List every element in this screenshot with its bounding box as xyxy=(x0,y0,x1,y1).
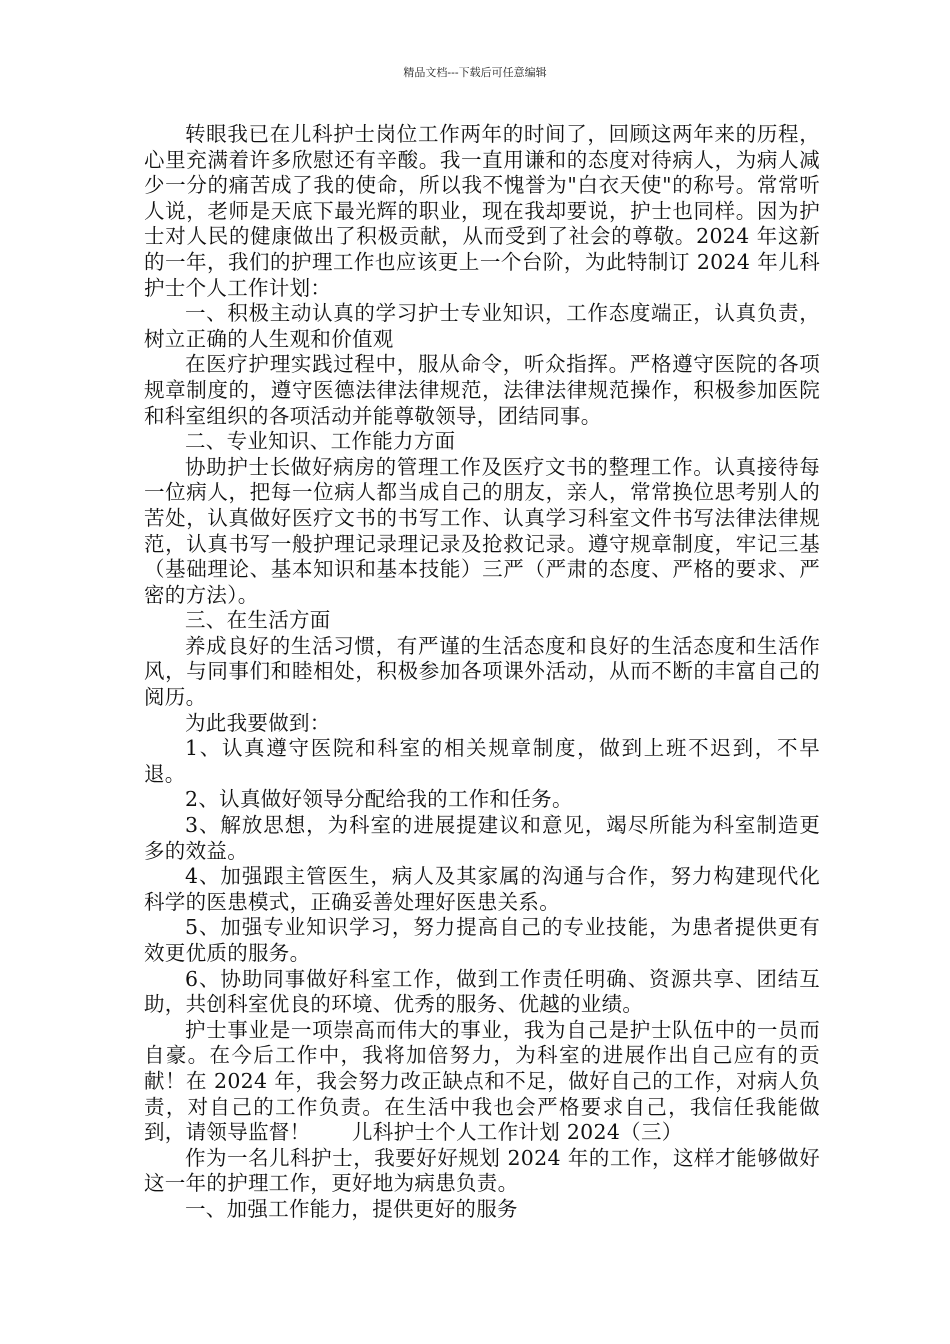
body-paragraph: 作为一名儿科护士，我要好好规划 2024 年的工作，这样才能够做好这一年的护理工作，更好地为病患负责。 xyxy=(144,1145,820,1196)
list-item-5: 5、加强专业知识学习，努力提高自己的专业技能，为患者提供更有效更优质的服务。 xyxy=(144,915,820,965)
list-item-1: 1、认真遵守医院和科室的相关规章制度，做到上班不迟到，不早退。 xyxy=(144,736,820,786)
body-paragraph: 养成良好的生活习惯，有严谨的生活态度和良好的生活态度和生活作风，与同事们和睦相处，积极参加各项课外活动，从而不断的丰富自己的阅历。 xyxy=(144,633,820,710)
body-paragraph: 协助护士长做好病房的管理工作及医疗文书的整理工作。认真接待每一位病人，把每一位病人都当成自己的朋友，亲人，常常换位思考别人的苦处，认真做好医疗文书的书写工作、认真学习科室文件书写法律法律规范，认真书写一般护理记录理记录及抢救记录。遵守规章制度，牢记三基（基础理论、基本知识和基本技能）三严（严肃的态度、严格的要求、严密的方法）。 xyxy=(144,454,820,607)
list-item-6: 6、协助同事做好科室工作，做到工作责任明确、资源共享、团结互助，共创科室优良的环境、优秀的服务、优越的业绩。 xyxy=(144,966,820,1017)
section-heading-2: 二、专业知识、工作能力方面 xyxy=(185,429,456,454)
document-body xyxy=(144,122,820,1223)
closing-paragraph: 护士事业是一项崇高而伟大的事业，我为自己是护士队伍中的一员而自豪。在今后工作中，我将加倍努力，为科室的进展作出自己应有的贡献！在 2024 年，我会努力改正缺点和不足，做好自己的工作，对病人负责，对自己的工作负责。在生活中我也会严格要求自己，我信任我能做到，请领导监督！ 儿科护士个人工作计划 2024（三） xyxy=(144,1017,820,1145)
list-intro: 为此我要做到： xyxy=(185,710,331,735)
body-paragraph: 在医疗护理实践过程中，服从命令，听众指挥。严格遵守医院的各项规章制度的，遵守医德法律法律规范，法律法律规范操作，积极参加医院和科室组织的各项活动并能尊敬领导，团结同事。 xyxy=(144,352,820,428)
intro-paragraph: 转眼我已在儿科护士岗位工作两年的时间了，回顾这两年来的历程，心里充满着许多欣慰还有辛酸。我一直用谦和的态度对待病人，为病人减少一分的痛苦成了我的使命，所以我不愧誉为"白衣天使"的称号。常常听人说，老师是天底下最光辉的职业，现在我却要说，护士也同样。因为护士对人民的健康做出了积极贡献，从而受到了社会的尊敬。2024 年这新的一年，我们的护理工作也应该更上一个台阶，为此特制订 2024 年儿科护士个人工作计划： xyxy=(144,122,820,300)
section-heading-3: 三、在生活方面 xyxy=(185,608,331,633)
section-heading-1: 一、积极主动认真的学习护士专业知识，工作态度端正，认真负责，树立正确的人生观和价值观 xyxy=(144,301,820,351)
list-item-2: 2、认真做好领导分配给我的工作和任务。 xyxy=(185,787,573,812)
document-header-note: 精品文档---下载后可任意编辑 xyxy=(403,66,547,79)
list-item-3: 3、解放思想，为科室的进展提建议和意见，竭尽所能为科室制造更多的效益。 xyxy=(144,813,820,863)
list-item-4: 4、加强跟主管医生，病人及其家属的沟通与合作，努力构建现代化科学的医患模式，正确妥善处理好医患关系。 xyxy=(144,864,820,914)
section-heading: 一、加强工作能力，提供更好的服务 xyxy=(185,1196,518,1221)
